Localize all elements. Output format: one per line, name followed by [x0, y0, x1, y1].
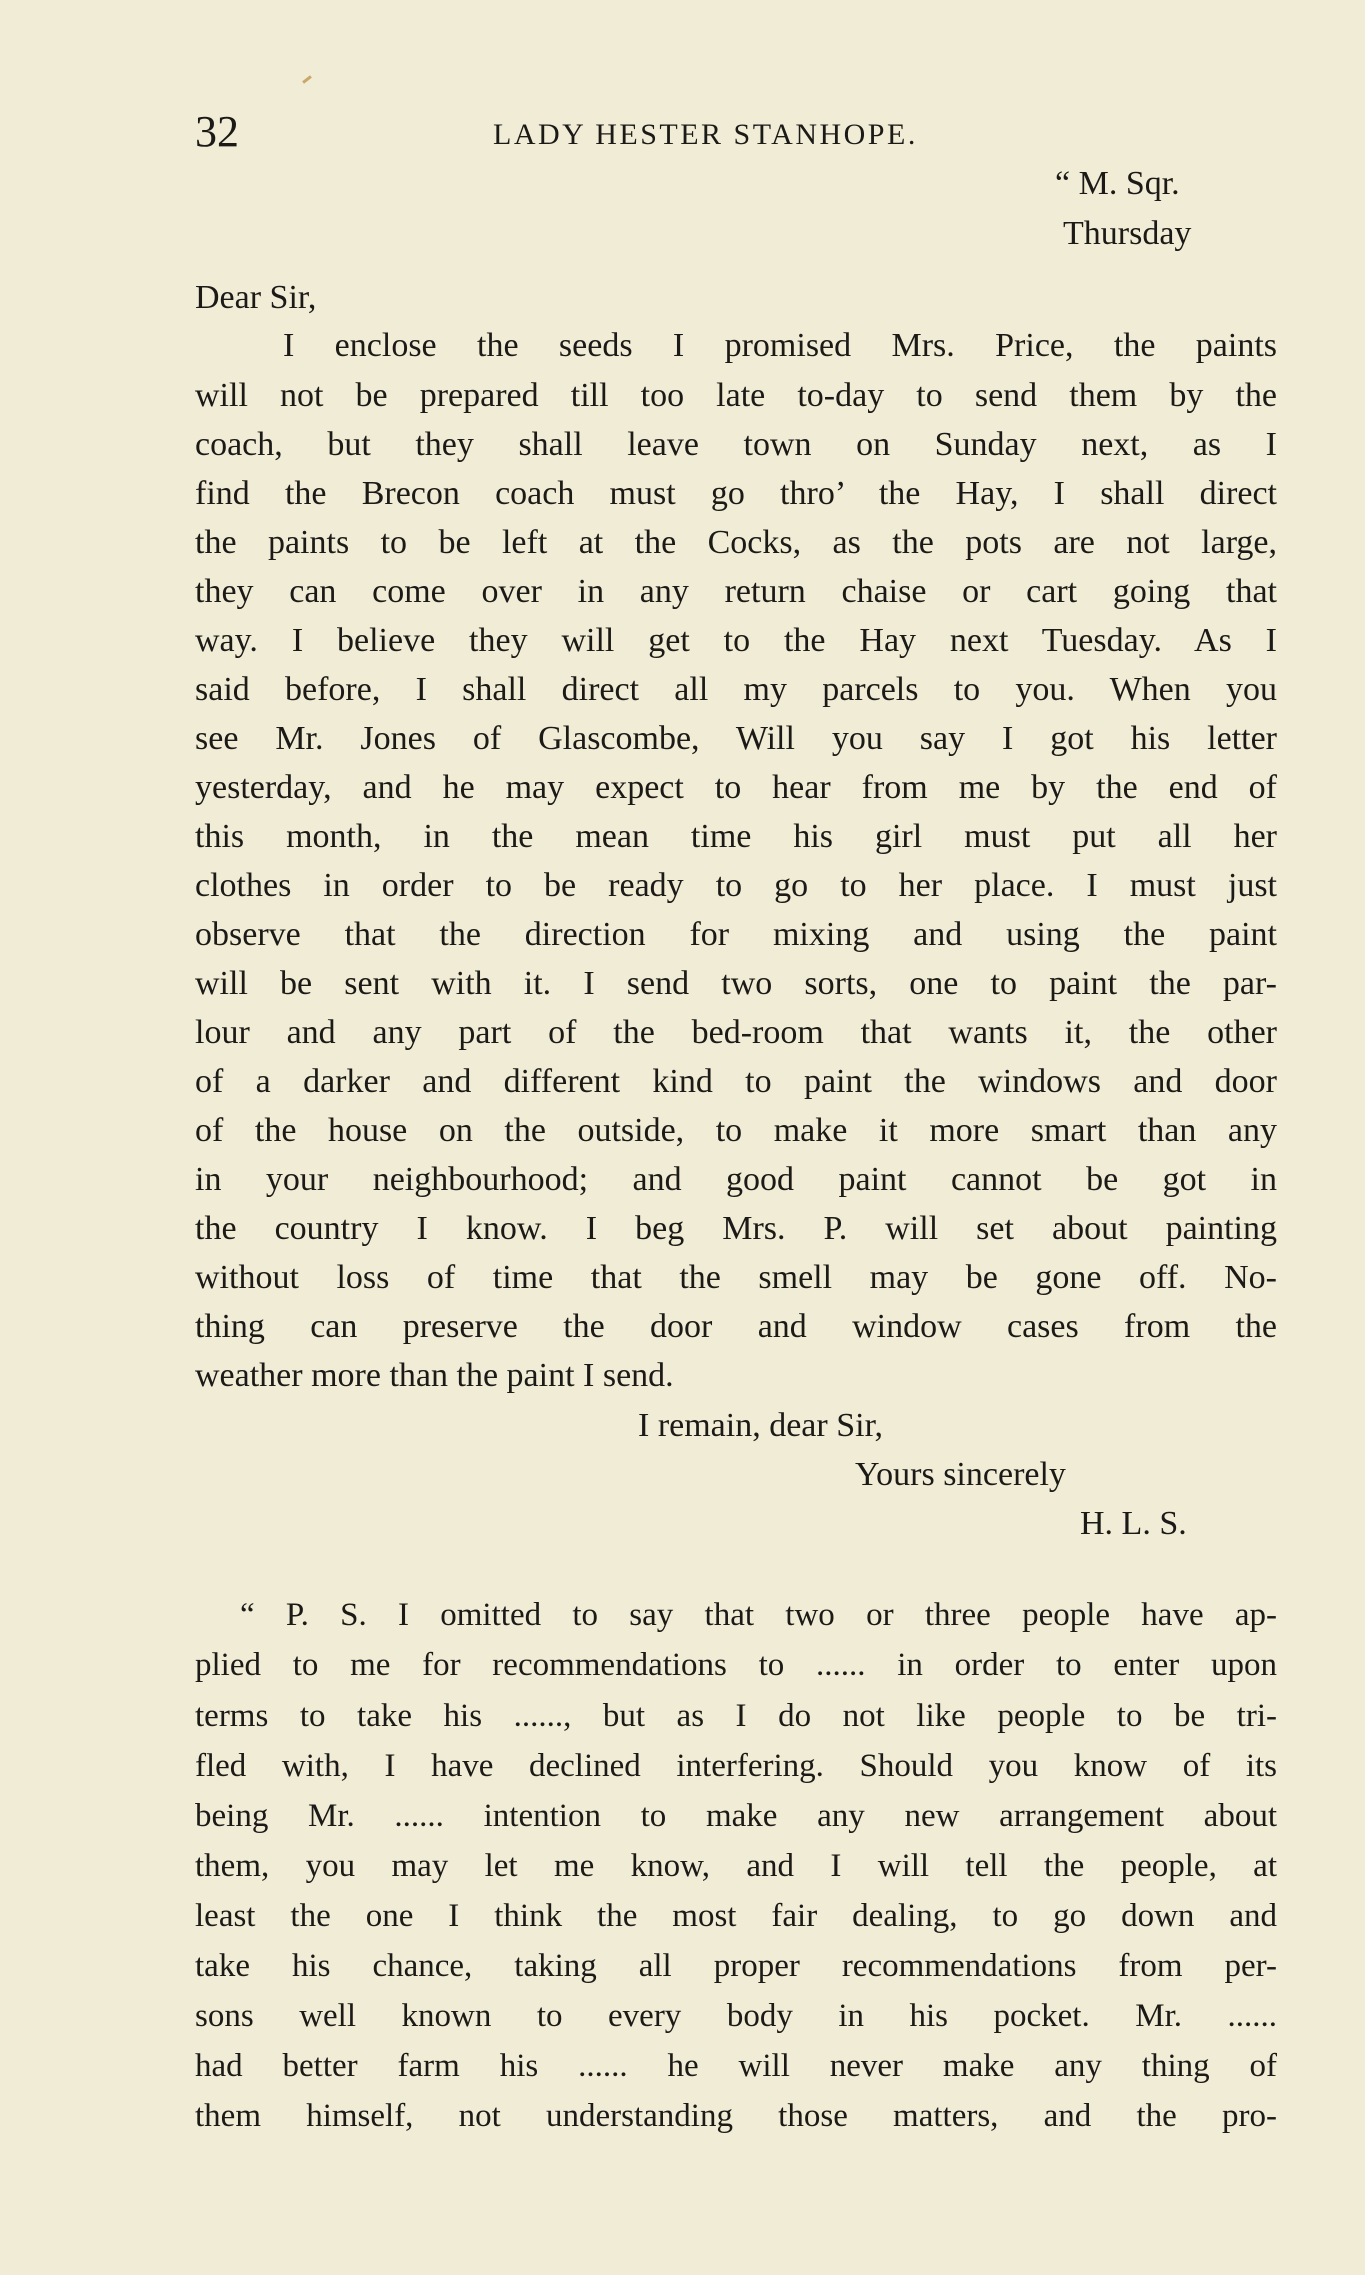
body-line: of the house on the outside, to make it more smart than any: [195, 1112, 1277, 1149]
body-line: lour and any part of the bed-room that wants it, the other: [195, 1014, 1277, 1051]
body-line: will be sent with it. I send two sorts, one to paint the par-: [195, 965, 1277, 1002]
letter-closing: I remain, dear Sir,: [638, 1407, 884, 1444]
body-line: in your neighbourhood; and good paint cannot be got in: [195, 1161, 1277, 1198]
postscript-line: least the one I think the most fair dealing, to go down and: [195, 1898, 1277, 1934]
postscript-line: being Mr. ...... intention to make any new arrangement about: [195, 1798, 1277, 1834]
body-line: find the Brecon coach must go thro’ the Hay, I shall direct: [195, 475, 1277, 512]
postscript-line: them, you may let me know, and I will tell the people, at: [195, 1848, 1277, 1884]
postscript-line: fled with, I have declined interfering. Should you know of its: [195, 1748, 1277, 1784]
letter-signature: H. L. S.: [1080, 1505, 1187, 1542]
ink-mark: [302, 75, 312, 84]
body-line: they can come over in any return chaise or cart going that: [195, 573, 1277, 610]
body-line: this month, in the mean time his girl must put all her: [195, 818, 1277, 855]
body-line: without loss of time that the smell may be gone off. No-: [195, 1259, 1277, 1296]
postscript-line: plied to me for recommendations to ...... in order to enter upon: [195, 1647, 1277, 1683]
running-title: LADY HESTER STANHOPE.: [493, 118, 918, 151]
letter-place: “ M. Sqr.: [1055, 165, 1180, 202]
postscript-line: take his chance, taking all proper recommendations from per-: [195, 1948, 1277, 1984]
postscript-line: terms to take his ......, but as I do not like people to be tri-: [195, 1698, 1277, 1734]
page-header: [195, 102, 1015, 162]
body-line: of a darker and different kind to paint the windows and door: [195, 1063, 1277, 1100]
postscript-line: sons well known to every body in his pocket. Mr. ......: [195, 1998, 1277, 2034]
body-line: way. I believe they will get to the Hay next Tuesday. As I: [195, 622, 1277, 659]
body-line: observe that the direction for mixing and using the paint: [195, 916, 1277, 953]
body-line: I enclose the seeds I promised Mrs. Price, the paints: [283, 327, 1277, 364]
body-line: said before, I shall direct all my parcels to you. When you: [195, 671, 1277, 708]
body-line: weather more than the paint I send.: [195, 1357, 674, 1394]
postscript-line: them himself, not understanding those matters, and the pro-: [195, 2098, 1277, 2134]
letter-salutation: Dear Sir,: [195, 279, 317, 316]
postscript-line: “ P. S. I omitted to say that two or three people have ap-: [240, 1597, 1277, 1633]
body-line: will not be prepared till too late to-day to send them by the: [195, 377, 1277, 414]
page-number: 32: [195, 107, 239, 156]
postscript-line: had better farm his ...... he will never make any thing of: [195, 2048, 1277, 2084]
letter-valediction: Yours sincerely: [855, 1456, 1066, 1493]
body-line: thing can preserve the door and window cases from the: [195, 1308, 1277, 1345]
letter-day: Thursday: [1063, 215, 1192, 252]
body-line: the paints to be left at the Cocks, as the pots are not large,: [195, 524, 1277, 561]
body-line: the country I know. I beg Mrs. P. will set about painting: [195, 1210, 1277, 1247]
body-line: yesterday, and he may expect to hear from me by the end of: [195, 769, 1277, 806]
body-line: clothes in order to be ready to go to her place. I must just: [195, 867, 1277, 904]
body-line: coach, but they shall leave town on Sunday next, as I: [195, 426, 1277, 463]
body-line: see Mr. Jones of Glascombe, Will you say I got his letter: [195, 720, 1277, 757]
